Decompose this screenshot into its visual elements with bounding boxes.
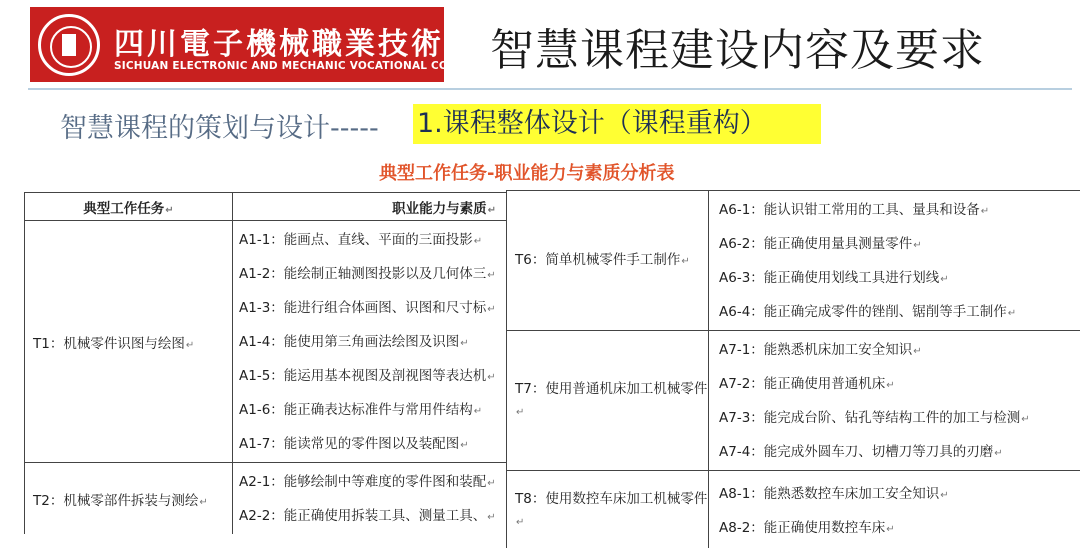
slide-title: 智慧课程建设内容及要求 (490, 25, 985, 76)
ability-item: A1-5：能运用基本视图及剖视图等表达机↵ (239, 367, 496, 384)
task-ability-table-left (24, 192, 507, 535)
header-ability: 职业能力与素质↵ (233, 193, 507, 221)
header-divider (28, 88, 1072, 90)
table-row (25, 463, 507, 535)
ability-cell (709, 191, 1080, 331)
ability-item: A6-2：能正确使用量具测量零件↵ (719, 235, 922, 252)
task-cell: T2：机械零部件拆装与测绘↵ (25, 463, 233, 535)
ability-item: A1-7：能读常见的零件图以及装配图↵ (239, 435, 469, 452)
task-ability-table-right (506, 190, 1080, 548)
ability-item: A8-1：能熟悉数控车床加工安全知识↵ (719, 485, 949, 502)
table-title: 典型工作任务-职业能力与素质分析表 (379, 163, 675, 184)
task-cell: T6：简单机械零件手工制作↵ (507, 191, 709, 331)
ability-item: A1-2：能绘制正轴测图投影以及几何体三↵ (239, 265, 496, 282)
ability-item: A1-3：能进行组合体画图、识图和尺寸标↵ (239, 299, 496, 316)
ability-item: A1-1：能画点、直线、平面的三面投影↵ (239, 231, 483, 248)
task-cell: T1：机械零件识图与绘图↵ (25, 221, 233, 463)
table-row (507, 471, 1080, 548)
college-logo (30, 7, 510, 82)
task-cell: T8：使用数控车床加工机械零件↵ (507, 471, 709, 548)
ability-item: A7-3：能完成台阶、钻孔等结构工件的加工与检测↵ (719, 409, 1030, 426)
table-row (507, 331, 1080, 471)
table-cut-edge (24, 534, 506, 548)
section-heading: 智慧课程的策划与设计----- (60, 113, 379, 144)
header-task: 典型工作任务↵ (25, 193, 233, 221)
table-row (25, 221, 507, 463)
ability-item: A6-4：能正确完成零件的锉削、锯削等手工制作↵ (719, 303, 1017, 320)
ability-item: A2-1：能够绘制中等难度的零件图和装配↵ (239, 473, 496, 490)
ability-cell (233, 221, 507, 463)
task-cell: T7：使用普通机床加工机械零件↵ (507, 331, 709, 471)
ability-cell (709, 471, 1080, 548)
ability-item: A6-1：能认识钳工常用的工具、量具和设备↵ (719, 201, 990, 218)
logo-english-name: SICHUAN ELECTRONIC AND MECHANIC VOCATIONAL COLLEGE (114, 60, 486, 72)
ability-cell (233, 463, 507, 535)
ability-item: A8-2：能正确使用数控车床↵ (719, 519, 895, 536)
ability-cell (709, 331, 1080, 471)
logo-chinese-name: 四川電子機械職業技術學院 (114, 27, 510, 62)
table-row (507, 191, 1080, 331)
ability-item: A7-1：能熟悉机床加工安全知识↵ (719, 341, 922, 358)
ability-item: A2-2：能正确使用拆装工具、测量工具、↵ (239, 507, 496, 524)
ability-item: A7-2：能正确使用普通机床↵ (719, 375, 895, 392)
ability-item: A1-6：能正确表达标准件与常用件结构↵ (239, 401, 483, 418)
section-highlight: 1.课程整体设计（课程重构） (413, 104, 821, 144)
ability-item: A1-4：能使用第三角画法绘图及识图↵ (239, 333, 469, 350)
ability-item: A6-3：能正确使用划线工具进行划线↵ (719, 269, 949, 286)
college-seal-icon (38, 14, 100, 76)
table-header-row (25, 193, 507, 221)
ability-item: A7-4：能完成外圆车刀、切槽刀等刀具的刃磨↵ (719, 443, 1003, 460)
